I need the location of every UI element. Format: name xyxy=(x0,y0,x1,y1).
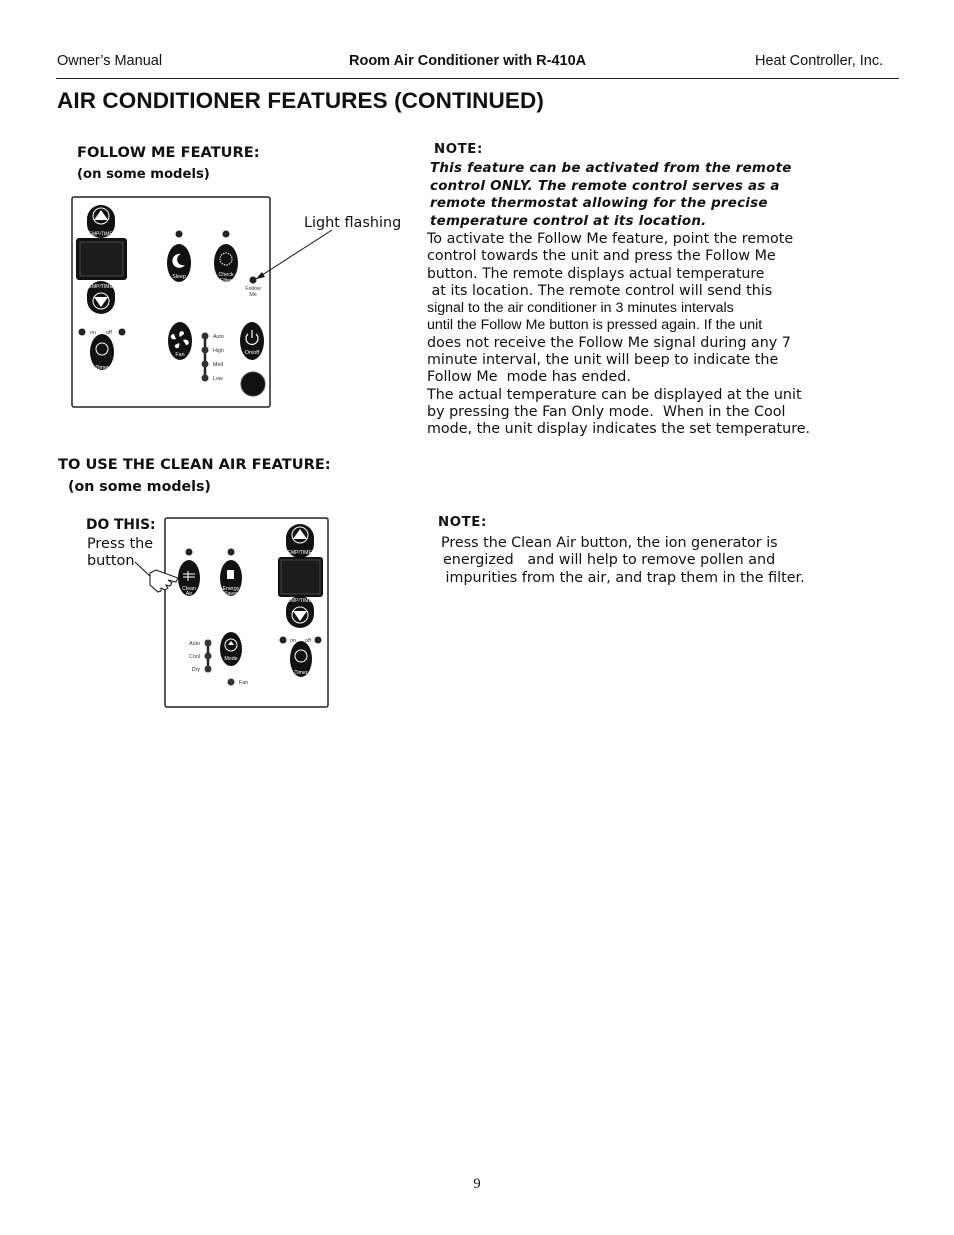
header-left: Owner’s Manual xyxy=(57,53,163,69)
speed-high-label: High xyxy=(213,348,224,354)
speed-low-label: Low xyxy=(213,376,223,382)
body-line: mode, the unit display indicates the set temperature. xyxy=(427,421,811,438)
mode-auto-led xyxy=(205,640,212,647)
body-line: does not receive the Follow Me signal during any 7 xyxy=(427,334,791,351)
timer-off-led xyxy=(119,329,126,336)
clean-label: Clean xyxy=(182,586,196,592)
check-label: Check xyxy=(218,272,234,278)
page-title: AIR CONDITIONER FEATURES (CONTINUED) xyxy=(57,88,544,113)
speed-low-led xyxy=(202,375,209,382)
speed-med-label: Med xyxy=(213,362,224,368)
press-the-label: Press the xyxy=(87,536,154,552)
mode-dry-led xyxy=(205,666,212,673)
button-label: button xyxy=(87,553,135,569)
mode-auto-label: Auto xyxy=(189,641,200,647)
follow-me-note-italic xyxy=(430,160,792,230)
note-italic-line: temperature control at its location. xyxy=(430,213,707,229)
temp-timer-top-label: TEMP/TIMER xyxy=(284,550,316,556)
note-italic-line: remote thermostat allowing for the precise xyxy=(430,196,768,212)
body-line: minute interval, the unit will beep to indicate the xyxy=(427,352,779,369)
note-italic-line: This feature can be activated from the remote xyxy=(430,161,792,176)
page-number: 9 xyxy=(473,1176,481,1192)
clean-air-heading: TO USE THE CLEAN AIR FEATURE: xyxy=(58,456,331,473)
fan-mode-label: Fan xyxy=(239,680,249,686)
follow-label: Follow xyxy=(245,286,261,292)
on-label: on xyxy=(290,638,296,644)
follow-me-body xyxy=(427,231,810,439)
me-label: Me xyxy=(249,292,257,298)
speed-med-led xyxy=(202,361,209,368)
air-label: Air xyxy=(185,591,193,597)
timer-off-led xyxy=(315,637,322,644)
body-line: until the Follow Me button is pressed again. If the unit xyxy=(427,317,763,334)
temp-timer-bottom-label: TEMP/TIMER xyxy=(85,284,117,290)
do-this-label: DO THIS: xyxy=(86,517,156,533)
sleep-label: Sleep xyxy=(172,274,186,280)
energy-saver-led xyxy=(228,549,235,556)
sleep-led xyxy=(176,231,183,238)
timer-on-led xyxy=(280,637,287,644)
body-line: at its location. The remote control will send this xyxy=(427,282,773,299)
header-rule xyxy=(56,78,899,79)
light-flashing-callout: Light flashing xyxy=(304,215,402,231)
on-label: on xyxy=(90,330,96,336)
energy-label: Energy xyxy=(222,586,240,592)
body-line: impurities from the air, and trap them in the filter. xyxy=(441,569,805,586)
timer-on-led xyxy=(79,329,86,336)
header-right: Heat Controller, Inc. xyxy=(755,53,884,69)
mode-cool-led xyxy=(205,653,212,660)
fan-mode-led xyxy=(228,679,235,686)
temp-timer-bottom-label: TEMP/TIMER xyxy=(284,598,316,604)
off-label: off xyxy=(106,330,112,336)
body-line: by pressing the Fan Only mode. When in the Cool xyxy=(427,403,786,420)
temp-timer-top-label: TEMP/TIMER xyxy=(85,231,117,238)
timer-label: Timer xyxy=(294,670,308,676)
mode-dry-label: Dry xyxy=(191,667,200,673)
on-off-label: On/off xyxy=(244,350,260,356)
body-line: Press the Clean Air button, the ion generator is xyxy=(441,535,778,551)
speed-high-led xyxy=(202,347,209,354)
body-line: control towards the unit and press the Follow Me xyxy=(427,248,776,265)
header-center: Room Air Conditioner with R-410A xyxy=(349,53,587,69)
fan-label: Fan xyxy=(175,352,185,358)
follow-me-led xyxy=(250,277,257,284)
clean-air-note-label: NOTE: xyxy=(438,515,487,530)
clean-air-subheading: (on some models) xyxy=(68,479,211,495)
follow-me-subheading: (on some models) xyxy=(77,167,210,182)
check-filter-led xyxy=(223,231,230,238)
saver-label: Saver xyxy=(224,591,238,597)
body-line: To activate the Follow Me feature, point the remote xyxy=(427,231,794,247)
timer-label: Timer xyxy=(95,365,109,371)
clean-air-led xyxy=(186,549,193,556)
body-line: signal to the air conditioner in 3 minutes intervals xyxy=(427,300,734,317)
body-line: button. The remote displays actual temperature xyxy=(427,265,765,282)
body-line: energized and will help to remove pollen and xyxy=(443,552,776,569)
clean-air-body xyxy=(441,535,805,587)
speed-auto-label: Auto xyxy=(213,334,224,340)
mode-label: Mode xyxy=(224,656,238,662)
body-line: The actual temperature can be displayed at the unit xyxy=(427,386,802,403)
off-label: off xyxy=(305,638,311,644)
mode-cool-label: Cool xyxy=(189,654,200,660)
body-line: Follow Me mode has ended. xyxy=(427,369,631,386)
ir-receiver xyxy=(241,372,265,396)
clean-air-control-panel xyxy=(130,510,340,715)
note-italic-line: control ONLY. The remote control serves as a xyxy=(430,178,780,194)
follow-me-heading: FOLLOW ME FEATURE: xyxy=(77,144,260,161)
filter-label: Filter xyxy=(220,278,232,284)
speed-auto-led xyxy=(202,333,209,340)
follow-me-note-label: NOTE: xyxy=(434,142,483,157)
